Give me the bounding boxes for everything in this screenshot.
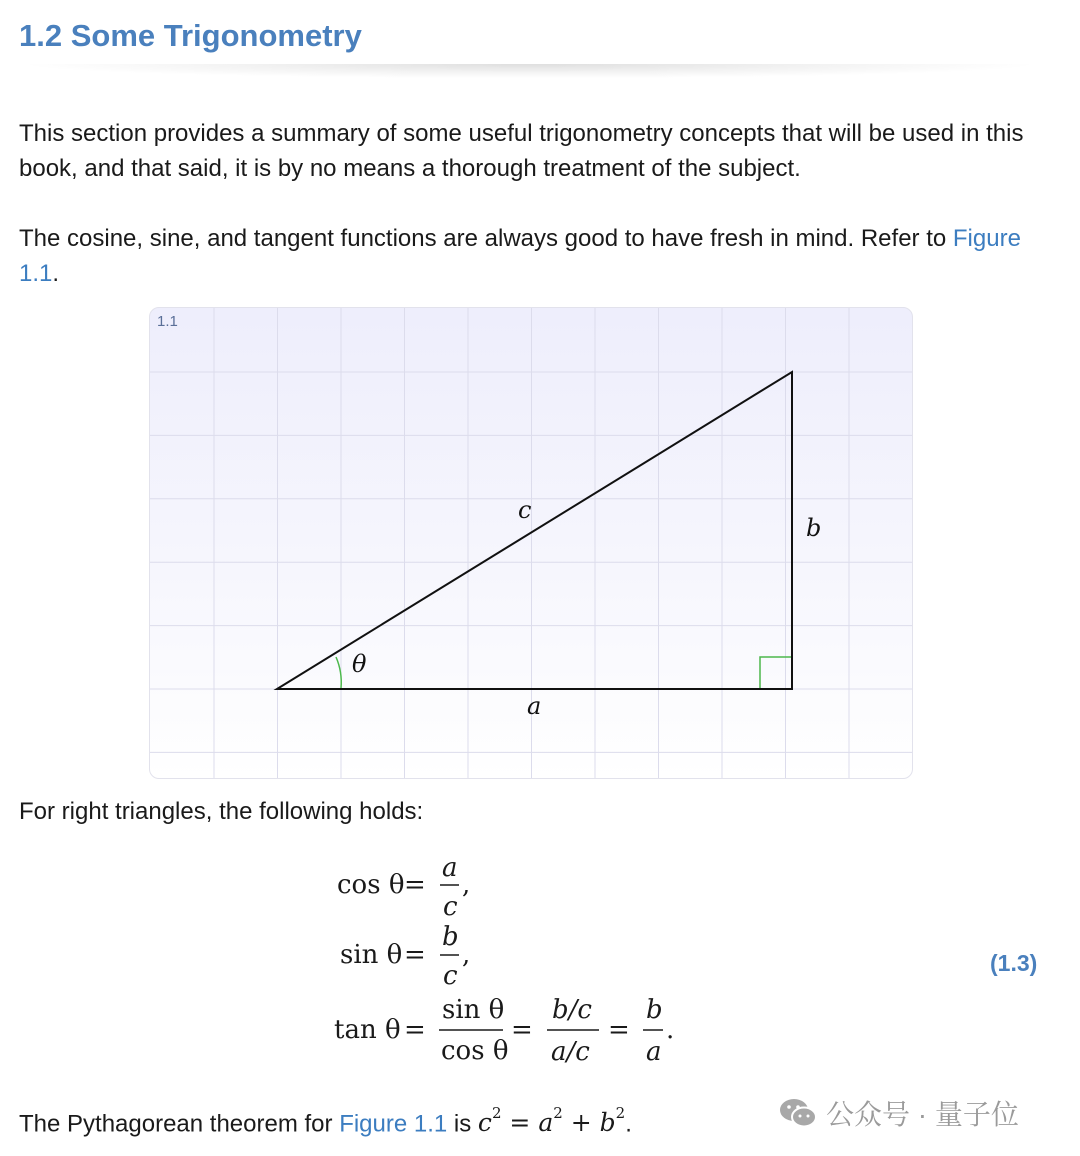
cos-comma: , [462,870,471,900]
figure-link[interactable]: Figure 1.1 [19,225,1021,287]
tan-f2-numerator: b/c [552,995,592,1025]
triangle-shape [277,372,792,689]
section-number: 1.2 [19,18,63,53]
figure-link-2[interactable]: Figure 1.1 [339,1110,448,1138]
functions-paragraph-end: . [52,260,60,287]
label-angle-theta: θ [352,650,367,678]
right-triangle-paragraph: For right triangles, the following holds: [19,798,424,825]
tan-f1-denominator: cos θ [441,1036,509,1066]
tan-f1-numerator: sin θ [442,995,505,1025]
watermark-text: 公众号 · 量子位 [826,1099,1019,1130]
formula-equals: = [501,1108,539,1138]
watermark [778,1095,1019,1131]
tan-f3-denominator: a [646,1037,662,1067]
formula-c-exp: 2 [491,1104,502,1122]
formula-b: b [599,1108,616,1138]
angle-arc [336,657,341,688]
figure-number: 1.1 [157,313,178,330]
formula-b-exp: 2 [615,1104,626,1122]
tan-equals-2: = [511,1015,533,1045]
cos-numerator: a [442,853,458,883]
section-heading [19,18,362,54]
tan-f3-numerator: b [646,995,663,1025]
triangle-diagram [150,308,912,778]
figure-triangle [149,307,913,779]
functions-paragraph [19,221,1049,291]
formula-plus: + [562,1108,600,1138]
pythagorean-end: . [625,1110,632,1138]
pythagorean-paragraph [19,1100,759,1141]
formula-a-exp: 2 [553,1104,563,1122]
pythagorean-text: The Pythagorean theorem for [19,1110,340,1138]
sin-denominator: c [443,961,458,991]
sin-lhs: sin θ [340,940,403,970]
wechat-icon [778,1096,818,1130]
formula-a: a [538,1108,554,1138]
section-title: Some Trigonometry [70,18,362,53]
tan-equals-3: = [608,1015,630,1045]
tan-f2-denominator: a/c [551,1037,590,1067]
pythagorean-formula [477,1104,626,1138]
formula-c: c [477,1108,492,1138]
right-angle-marker [760,657,792,689]
pythagorean-mid: is [447,1110,478,1138]
sin-comma: , [462,940,471,970]
label-adjacent-a: a [527,692,542,720]
tan-period: . [666,1015,675,1045]
sin-numerator: b [442,922,459,952]
tan-lhs: tan θ [334,1015,401,1045]
sin-equals: = [404,940,426,970]
intro-paragraph: This section provides a summary of some useful trigonometry concepts that will be used in this book, and that said, it is by no means a thorough treatment of the subject. [19,120,1024,182]
cos-lhs: cos θ [337,870,405,900]
tan-equals-1: = [404,1015,426,1045]
cos-equals: = [404,870,426,900]
heading-divider [30,64,1030,78]
label-hypotenuse-c: c [518,496,532,524]
equation-number: (1.3) [990,950,1038,976]
cos-denominator: c [443,892,458,922]
functions-paragraph-text: The cosine, sine, and tangent functions are always good to have fresh in mind. Refer to [19,225,953,252]
label-opposite-b: b [806,514,822,542]
